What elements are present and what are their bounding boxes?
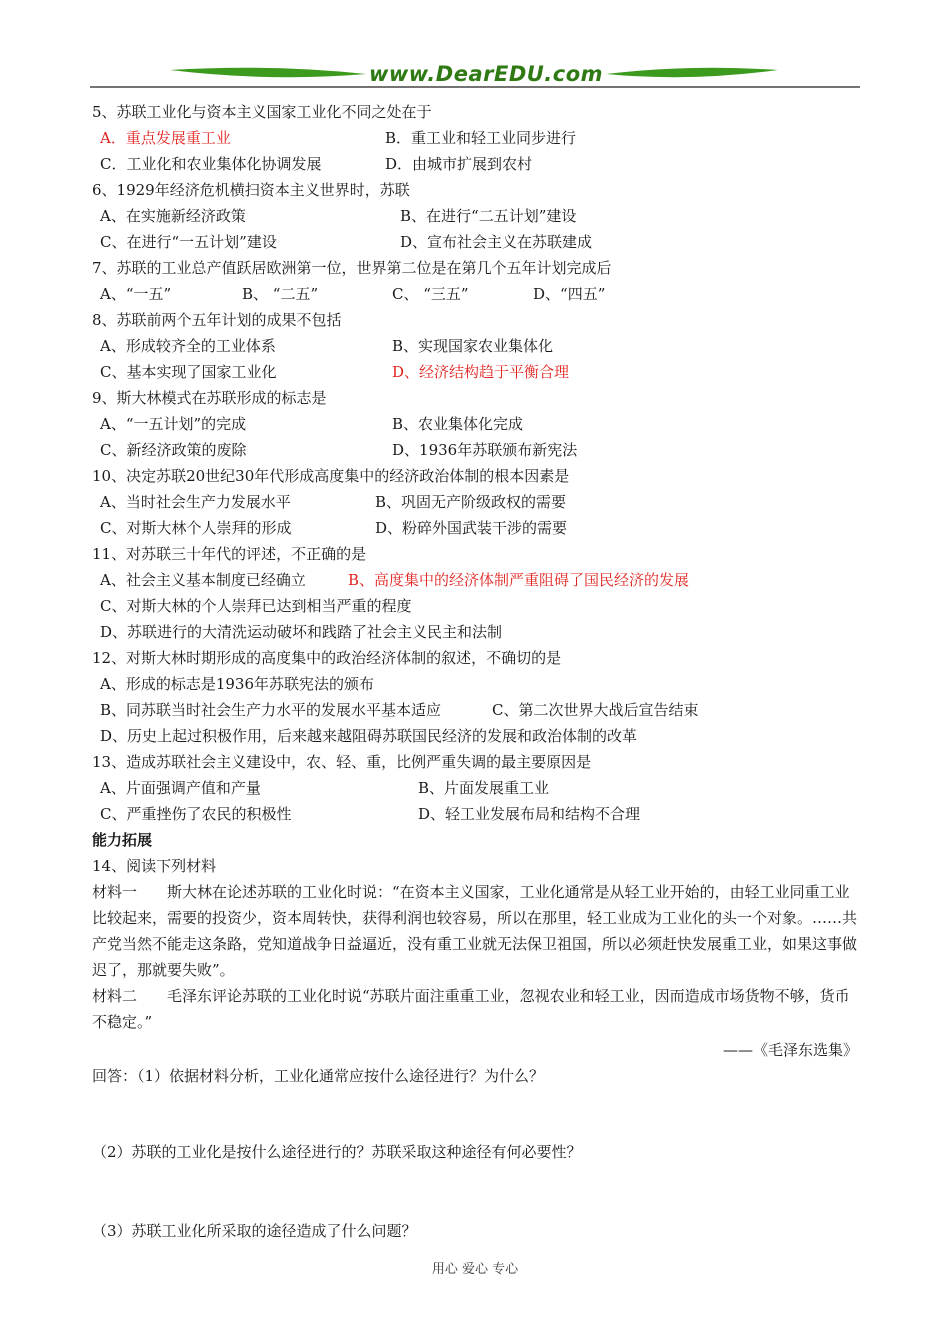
q12-option-d: D、历史上起过积极作用，后来越来越阻碍苏联国民经济的发展和政治体制的改革 bbox=[100, 727, 638, 745]
q13-option-a: A、片面强调产值和产量 bbox=[100, 779, 261, 797]
site-name: www.DearEDU.com bbox=[368, 62, 604, 86]
q10-stem: 10、决定苏联20世纪30年代形成高度集中的经济政治体制的根本因素是 bbox=[92, 467, 570, 485]
q12-option-c: C、第二次世界大战后宣告结束 bbox=[492, 701, 699, 719]
q7-stem: 7、苏联的工业总产值跃居欧洲第一位，世界第二位是在第几个五年计划完成后 bbox=[92, 259, 612, 277]
q9-option-d: D、1936年苏联颁布新宪法 bbox=[392, 441, 578, 459]
q9-option-a: A、“一五计划”的完成 bbox=[100, 415, 247, 433]
q14-material-2: 材料二 毛泽东评论苏联的工业化时说“苏联片面注重重工业，忽视农业和轻工业，因而造成市场货物不够，货币不稳定。” bbox=[92, 987, 850, 1031]
q14-material-1: 材料一 斯大林在论述苏联的工业化时说：“在资本主义国家，工业化通常是从轻工业开始的，由轻工业同重工业比较起来，需要的投资少，资本周转快，获得利润也较容易，所以在那里，轻工业成为工业化的头一个对象。……共产党当然不能走这条路，党知道战争日益逼近，没有重工业就无法保卫祖国，所以必须赶快发展重工业，如果这事做迟了，那就要失败”。 bbox=[92, 883, 858, 979]
q7-option-d: D、“四五” bbox=[533, 285, 606, 303]
q10-option-b: B、巩固无产阶级政权的需要 bbox=[375, 493, 567, 511]
q5-option-c: C．工业化和农业集体化协调发展 bbox=[100, 155, 322, 173]
q9-option-b: B、农业集体化完成 bbox=[392, 415, 524, 433]
q14-question-2: （2）苏联的工业化是按什么途径进行的？苏联采取这种途径有何必要性？ bbox=[92, 1143, 582, 1161]
q12-option-a: A、形成的标志是1936年苏联宪法的颁布 bbox=[100, 675, 375, 693]
q7-option-a: A、“一五” bbox=[100, 285, 172, 303]
q5-option-d: D．由城市扩展到农村 bbox=[385, 155, 533, 173]
q10-option-d: D、粉碎外国武装干涉的需要 bbox=[375, 519, 568, 537]
q5-option-a: A．重点发展重工业 bbox=[100, 129, 231, 147]
q6-option-c: C、在进行“一五计划”建设 bbox=[100, 233, 277, 251]
q14-question-3: （3）苏联工业化所采取的途径造成了什么问题？ bbox=[92, 1222, 417, 1240]
q8-option-d: D、经济结构趋于平衡合理 bbox=[392, 363, 570, 381]
q13-option-b: B、片面发展重工业 bbox=[418, 779, 550, 797]
q10-option-c: C、对斯大林个人崇拜的形成 bbox=[100, 519, 292, 537]
q7-option-b: B、 “二五” bbox=[242, 285, 319, 303]
q11-option-b: B、高度集中的经济体制严重阻碍了国民经济的发展 bbox=[348, 571, 690, 589]
q5-option-b: B．重工业和轻工业同步进行 bbox=[385, 129, 577, 147]
q9-stem: 9、斯大林模式在苏联形成的标志是 bbox=[92, 389, 327, 407]
q6-stem: 6、1929年经济危机横扫资本主义世界时，苏联 bbox=[92, 181, 410, 199]
q13-stem: 13、造成苏联社会主义建设中，农、轻、重，比例严重失调的最主要原因是 bbox=[92, 753, 592, 771]
q9-option-c: C、新经济政策的废除 bbox=[100, 441, 247, 459]
q12-stem: 12、对斯大林时期形成的高度集中的政治经济体制的叙述，不确切的是 bbox=[92, 649, 562, 667]
q13-option-d: D、轻工业发展布局和结构不合理 bbox=[418, 805, 641, 823]
q14-question-1: 回答：（1）依据材料分析，工业化通常应按什么途径进行？为什么？ bbox=[92, 1067, 545, 1085]
q11-option-c: C、对斯大林的个人崇拜已达到相当严重的程度 bbox=[100, 597, 412, 615]
q6-option-a: A、在实施新经济政策 bbox=[100, 207, 246, 225]
q5-stem: 5、苏联工业化与资本主义国家工业化不同之处在于 bbox=[92, 103, 432, 121]
q14-stem: 14、阅读下列材料 bbox=[92, 857, 217, 875]
q8-option-c: C、基本实现了国家工业化 bbox=[100, 363, 277, 381]
q14-source: ——《毛泽东选集》 bbox=[722, 1041, 858, 1059]
q13-option-c: C、严重挫伤了农民的积极性 bbox=[100, 805, 292, 823]
q11-stem: 11、对苏联三十年代的评述，不正确的是 bbox=[92, 545, 367, 563]
q8-option-a: A、形成较齐全的工业体系 bbox=[100, 337, 276, 355]
page-footer: 用心 爱心 专心 bbox=[431, 1262, 519, 1277]
q6-option-b: B、在进行“二五计划”建设 bbox=[400, 207, 577, 225]
q12-option-b: B、同苏联当时社会生产力水平的发展水平基本适应 bbox=[100, 701, 442, 719]
q8-stem: 8、苏联前两个五年计划的成果不包括 bbox=[92, 311, 342, 329]
q7-option-c: C、 “三五” bbox=[392, 285, 469, 303]
q10-option-a: A、当时社会生产力发展水平 bbox=[100, 493, 291, 511]
section-heading: 能力拓展 bbox=[92, 831, 153, 849]
q6-option-d: D、宣布社会主义在苏联建成 bbox=[400, 233, 593, 251]
q11-option-d: D、苏联进行的大清洗运动破坏和践踏了社会主义民主和法制 bbox=[100, 623, 503, 641]
header-banner bbox=[90, 58, 860, 90]
q8-option-b: B、实现国家农业集体化 bbox=[392, 337, 554, 355]
q11-option-a: A、社会主义基本制度已经确立 bbox=[100, 571, 306, 589]
